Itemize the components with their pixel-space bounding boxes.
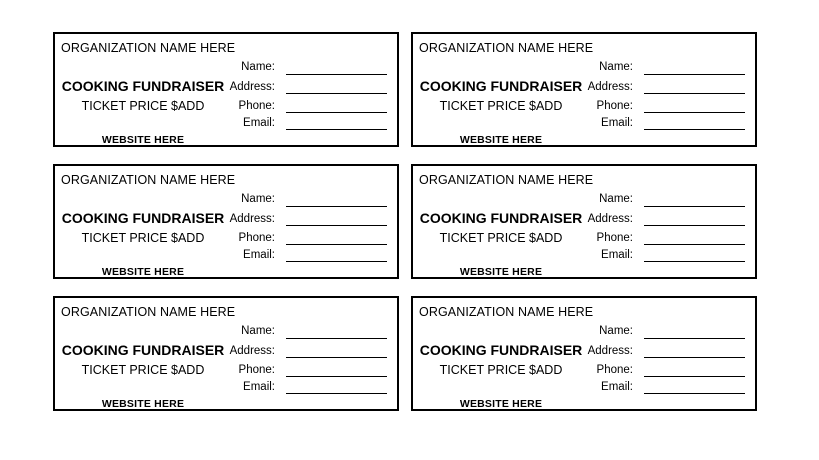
organization-name: ORGANIZATION NAME HERE [419, 173, 594, 187]
address-label: Address: [587, 213, 633, 225]
website: WEBSITE HERE [101, 134, 185, 146]
website: WEBSITE HERE [459, 134, 543, 146]
address-label: Address: [229, 81, 275, 93]
ticket-1 [53, 32, 399, 147]
email-field-line[interactable] [286, 129, 387, 130]
phone-label: Phone: [596, 100, 633, 112]
event-title: COOKING FUNDRAISER [419, 78, 583, 94]
ticket-6 [411, 296, 757, 411]
address-field-line[interactable] [286, 357, 387, 358]
name-field-line[interactable] [286, 338, 387, 339]
phone-field-line[interactable] [644, 244, 745, 245]
name-label: Name: [241, 193, 275, 205]
email-label: Email: [601, 249, 633, 261]
phone-label: Phone: [238, 100, 275, 112]
address-label: Address: [229, 345, 275, 357]
ticket-price: TICKET PRICE $ADD [439, 99, 563, 113]
ticket-price: TICKET PRICE $ADD [81, 99, 205, 113]
email-label: Email: [243, 249, 275, 261]
email-field-line[interactable] [644, 393, 745, 394]
name-label: Name: [599, 193, 633, 205]
email-label: Email: [601, 117, 633, 129]
name-field-line[interactable] [286, 74, 387, 75]
email-field-line[interactable] [286, 261, 387, 262]
address-field-line[interactable] [286, 93, 387, 94]
name-label: Name: [599, 325, 633, 337]
organization-name: ORGANIZATION NAME HERE [61, 305, 236, 319]
event-title: COOKING FUNDRAISER [419, 342, 583, 358]
phone-label: Phone: [596, 364, 633, 376]
email-label: Email: [601, 381, 633, 393]
email-label: Email: [243, 117, 275, 129]
phone-field-line[interactable] [644, 376, 745, 377]
phone-field-line[interactable] [286, 112, 387, 113]
name-label: Name: [241, 61, 275, 73]
ticket-price: TICKET PRICE $ADD [439, 231, 563, 245]
website: WEBSITE HERE [459, 398, 543, 410]
phone-field-line[interactable] [286, 244, 387, 245]
event-title: COOKING FUNDRAISER [61, 342, 225, 358]
phone-label: Phone: [238, 232, 275, 244]
address-field-line[interactable] [286, 225, 387, 226]
name-field-line[interactable] [644, 206, 745, 207]
address-label: Address: [587, 81, 633, 93]
ticket-5 [53, 296, 399, 411]
ticket-3 [53, 164, 399, 279]
email-label: Email: [243, 381, 275, 393]
ticket-price: TICKET PRICE $ADD [439, 363, 563, 377]
email-field-line[interactable] [644, 129, 745, 130]
ticket-4 [411, 164, 757, 279]
email-field-line[interactable] [286, 393, 387, 394]
phone-label: Phone: [596, 232, 633, 244]
email-field-line[interactable] [644, 261, 745, 262]
event-title: COOKING FUNDRAISER [61, 78, 225, 94]
ticket-price: TICKET PRICE $ADD [81, 363, 205, 377]
phone-field-line[interactable] [286, 376, 387, 377]
website: WEBSITE HERE [459, 266, 543, 278]
name-label: Name: [241, 325, 275, 337]
organization-name: ORGANIZATION NAME HERE [61, 41, 236, 55]
address-label: Address: [229, 213, 275, 225]
address-label: Address: [587, 345, 633, 357]
phone-label: Phone: [238, 364, 275, 376]
organization-name: ORGANIZATION NAME HERE [419, 41, 594, 55]
ticket-price: TICKET PRICE $ADD [81, 231, 205, 245]
website: WEBSITE HERE [101, 398, 185, 410]
name-field-line[interactable] [644, 338, 745, 339]
event-title: COOKING FUNDRAISER [61, 210, 225, 226]
organization-name: ORGANIZATION NAME HERE [61, 173, 236, 187]
event-title: COOKING FUNDRAISER [419, 210, 583, 226]
name-label: Name: [599, 61, 633, 73]
name-field-line[interactable] [286, 206, 387, 207]
phone-field-line[interactable] [644, 112, 745, 113]
address-field-line[interactable] [644, 357, 745, 358]
address-field-line[interactable] [644, 93, 745, 94]
name-field-line[interactable] [644, 74, 745, 75]
organization-name: ORGANIZATION NAME HERE [419, 305, 594, 319]
ticket-2 [411, 32, 757, 147]
address-field-line[interactable] [644, 225, 745, 226]
website: WEBSITE HERE [101, 266, 185, 278]
